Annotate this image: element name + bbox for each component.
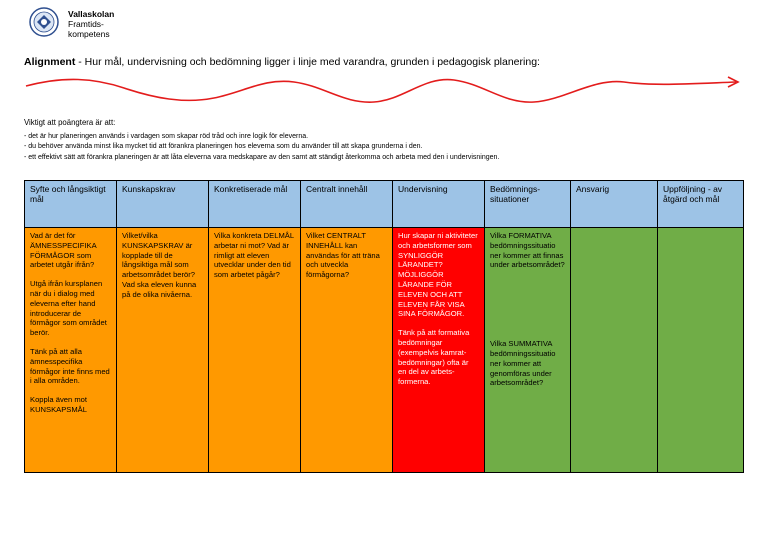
school-logo-icon bbox=[29, 7, 59, 37]
notes-line-2: - du behöver använda minst lika mycket tid att förankra planeringen hos eleverna som du använder till att skapa grunderna i den. bbox=[24, 143, 423, 150]
school-subtitle-1: Framtids- bbox=[68, 19, 104, 29]
header-undervisning: Undervisning bbox=[393, 181, 485, 228]
syfte-text-2: Utgå ifrån kursplanen när du i dialog med eleverna efter hand introducerar de förmågor som området berör. bbox=[30, 279, 107, 338]
heading-bold: Alignment bbox=[24, 56, 76, 68]
kunskapskrav-text: Vilket/vilka KUNSKAPSKRAV är kopplade till de långsiktiga mål som arbetsområdet berör? Vad ska eleven kunna på de olika nivåerna. bbox=[122, 231, 197, 299]
header-bedomning: Bedömnings-situationer bbox=[485, 181, 571, 228]
cell-undervisning bbox=[393, 228, 485, 473]
notes-lead: Viktigt att poängtera är att: bbox=[24, 118, 116, 127]
red-wave-arrow-icon bbox=[24, 68, 744, 112]
heading-rest: - Hur mål, undervisning och bedömning ligger i linje med varandra, grunden i pedagogisk planering: bbox=[75, 56, 540, 68]
centralt-text: Vilket CENTRALT INNEHÅLL kan användas för att träna och utveckla förmågorna? bbox=[306, 231, 380, 280]
table-header-row bbox=[25, 181, 744, 228]
cell-ansvarig bbox=[571, 228, 658, 473]
planning-table bbox=[24, 180, 744, 473]
undervisning-text-2: Tänk på att formativa bedömningar (exempelvis kamrat-bedömningar) ofta är en del av arbets-formerna. bbox=[398, 328, 470, 387]
table-row bbox=[25, 228, 744, 473]
konkretiserade-text: Vilka konkreta DELMÅL arbetar ni mot? Vad är rimligt att eleven utvecklar under den tid som arbetet pågår? bbox=[214, 231, 294, 280]
cell-uppfoljning bbox=[658, 228, 744, 473]
notes-line-3: - ett effektivt sätt att förankra planeringen är att låta eleverna vara medskapare av den samt att ständigt återkomma och arbeta med den i undervisningen. bbox=[24, 153, 500, 161]
cell-konkretiserade bbox=[209, 228, 301, 473]
undervisning-text-1: Hur skapar ni aktiviteter och arbetsformer som SYNLIGGÖR LÄRANDET? MÖJLIGGÖR LÄRANDE FÖR ELEVEN OCH ATT ELEVEN FÅR VISA SINA FÖRMÅGOR. bbox=[398, 231, 478, 319]
notes-line-1: - det är hur planeringen används i vardagen som skapar röd tråd och inre logik för eleverna. bbox=[24, 132, 309, 140]
page-heading bbox=[24, 56, 540, 68]
notes-block bbox=[24, 118, 499, 163]
header-centralt: Centralt innehåll bbox=[301, 181, 393, 228]
syfte-text-4: Koppla även mot KUNSKAPSMÅL bbox=[30, 395, 87, 414]
header-kunskapskrav: Kunskapskrav bbox=[117, 181, 209, 228]
header-uppfoljning: Uppföljning - av åtgärd och mål bbox=[658, 181, 744, 228]
header-ansvarig: Ansvarig bbox=[571, 181, 658, 228]
bedomning-formativ-text: Vilka FORMATIVA bedömningssituatio ner kommer att finnas under arbetsområdet? bbox=[490, 231, 565, 270]
syfte-text-3: Tänk på att alla ämnesspecifika förmågor inte finns med i alla områden. bbox=[30, 346, 110, 386]
cell-kunskapskrav bbox=[117, 228, 209, 473]
cell-syfte bbox=[25, 228, 117, 473]
school-subtitle-2: kompetens bbox=[68, 29, 110, 39]
cell-centralt bbox=[301, 228, 393, 473]
school-name: Vallaskolan bbox=[68, 9, 115, 19]
bedomning-summativ-text: Vilka SUMMATIVA bedömningssituatio ner kommer att genomföras under arbetsområdet? bbox=[490, 339, 556, 388]
school-name-block bbox=[68, 9, 114, 39]
cell-bedomning bbox=[485, 228, 571, 473]
header-syfte: Syfte och långsiktigt mål bbox=[25, 181, 117, 228]
syfte-text-1: Vad är det för ÄMNESSPECIFIKA FÖRMÅGOR som arbetet utgår ifrån? bbox=[30, 231, 97, 270]
header-konkretiserade: Konkretiserade mål bbox=[209, 181, 301, 228]
